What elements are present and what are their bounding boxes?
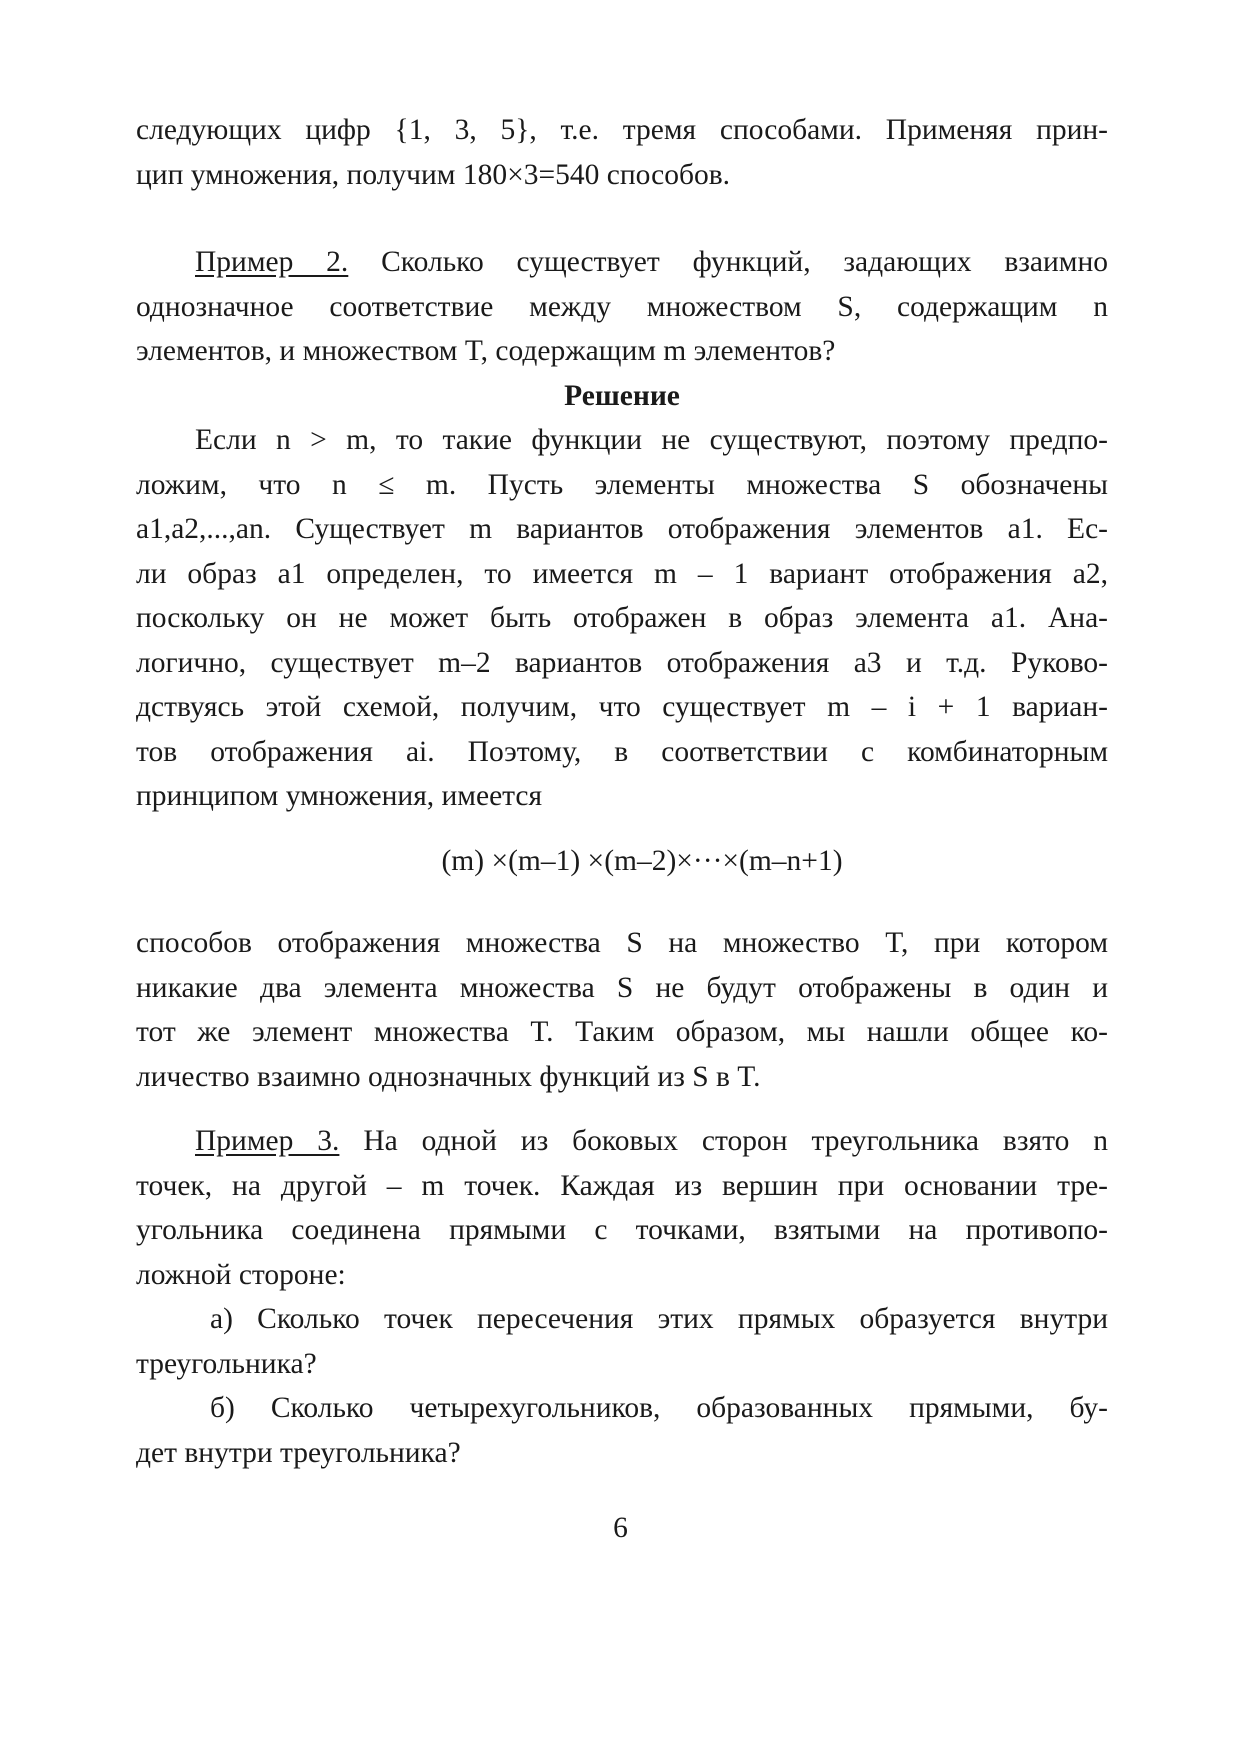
question-b: б) Сколько четырехугольников, образованных прямыми, бу- [210,1392,1108,1424]
example-3 [136,1119,1108,1475]
text-line: личество взаимно однозначных функций из S в T. [136,1060,761,1093]
paragraph-intro [136,108,1108,197]
text-line: треугольника? [136,1347,317,1380]
solution-body [136,418,1108,819]
text-line: элементов, и множеством T, содержащим m элементов? [136,335,836,367]
formula: (m) ×(m–1) ×(m–2)×···×(m–n+1) [441,844,843,877]
text-line: Если n > m, то такие функции не существуют, поэтому предпо- [195,424,1108,456]
page-number: 6 [613,1512,628,1544]
solution-conclusion [136,921,1108,1099]
text-line: угольника соединена прямыми с точками, взятыми на противопо- [136,1214,1108,1246]
example-2 [136,240,1108,374]
text-line: однозначное соответствие между множеством S, содержащим n [136,290,1108,323]
example-2-label: Пример 2. [195,246,349,278]
text-line: способов отображения множества S на множество T, при котором [136,927,1108,959]
example-3-text: На одной из боковых сторон треугольника взято n [339,1125,1108,1157]
text-line [136,1119,1108,1164]
text-line: ложной стороне: [136,1258,346,1291]
example-3-label: Пример 3. [195,1125,340,1157]
text-line: дет внутри треугольника? [136,1436,461,1469]
text-line: цип умножения, получим 180×3=540 способов. [136,158,731,191]
text-line: ложим, что n ≤ m. Пусть элементы множества S обозначены [136,468,1108,501]
text-line [136,240,1108,285]
text-line: поскольку он не может быть отображен в образ элемента a1. Ана- [136,602,1108,634]
text-line: никакие два элемента множества S не будут отображены в один и [136,971,1108,1004]
text-line: тов отображения ai. Поэтому, в соответствии с комбинаторным [136,735,1108,768]
text-line: дствуясь этой схемой, получим, что существует m – i + 1 вариан- [136,691,1108,723]
text-line: логично, существует m–2 вариантов отображения a3 и т.д. Руково- [136,646,1108,679]
text-line: принципом умножения, имеется [136,780,543,812]
text-line: тот же элемент множества T. Таким образом, мы нашли общее ко- [136,1016,1108,1048]
text-line: следующих цифр {1, 3, 5}, т.е. тремя способами. Применяя прин- [136,114,1108,146]
example-2-text: Сколько существует функций, задающих взаимно [348,246,1108,278]
text-line: ли образ a1 определен, то имеется m – 1 вариант отображения a2, [136,557,1108,590]
question-a: а) Сколько точек пересечения этих прямых образуется внутри [210,1303,1108,1335]
page-body [136,108,1108,1475]
solution-heading: Решение [564,379,680,412]
text-line: точек, на другой – m точек. Каждая из вершин при основании тре- [136,1169,1108,1202]
text-line: a1,a2,...,an. Существует m вариантов отображения элементов a1. Ес- [136,513,1108,545]
